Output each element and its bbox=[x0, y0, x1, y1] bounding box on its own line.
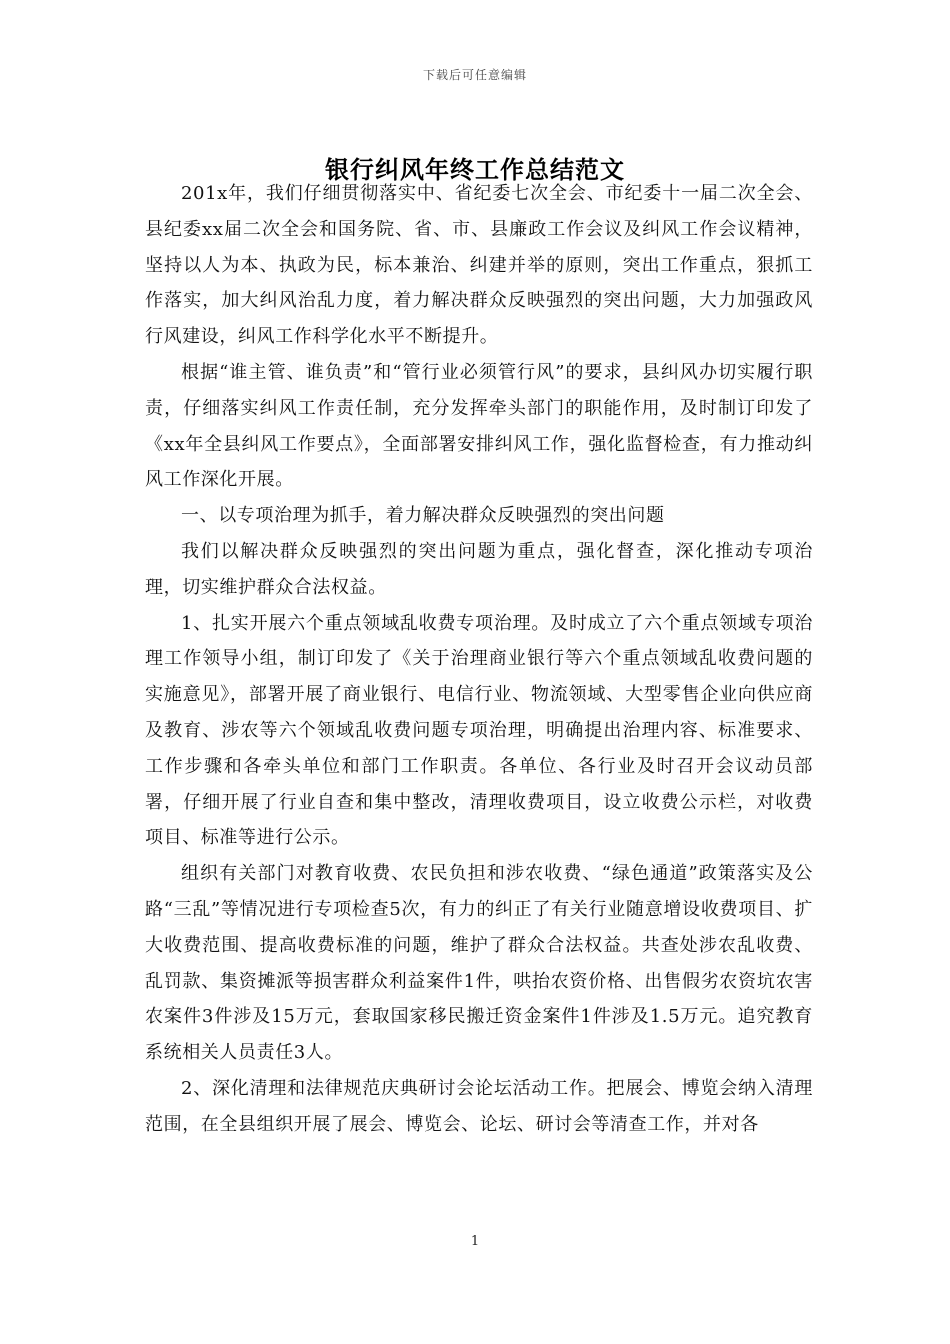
paragraph: 1、扎实开展六个重点领域乱收费专项治理。及时成立了六个重点领域专项治理工作领导小组，制订印发了《关于治理商业银行等六个重点领域乱收费问题的实施意见》，部署开展了商业银行、电信行业、物流领域、大型零售企业向供应商及教育、涉农等六个领域乱收费问题专项治理，明确提出治理内容、标准要求、工作步骤和各牵头单位和部门工作职责。各单位、各行业及时召开会议动员部署，仔细开展了行业自查和集中整改，清理收费项目，设立收费公示栏，对收费项目、标准等进行公示。 bbox=[145, 612, 813, 849]
paragraph: 组织有关部门对教育收费、农民负担和涉农收费、“绿色通道”政策落实及公路“三乱”等情况进行专项检查5次，有力的纠正了有关行业随意增设收费项目、扩大收费范围、提高收费标准的问题，维护了群众合法权益。共查处涉农乱收费、乱罚款、集资摊派等损害群众利益案件1件，哄抬农资价格、出售假劣农资坑农害农案件3件涉及15万元，套取国家移民搬迁资金案件1件涉及1.5万元。追究教育系统相关人员责任3人。 bbox=[145, 863, 813, 1064]
document-title: 银行纠风年终工作总结范文 bbox=[325, 155, 625, 184]
paragraph: 我们以解决群众反映强烈的突出问题为重点，强化督查，深化推动专项治理，切实维护群众合法权益。 bbox=[145, 540, 813, 598]
paragraph: 2、深化清理和法律规范庆典研讨会论坛活动工作。把展会、博览会纳入清理范围，在全县组织开展了展会、博览会、论坛、研讨会等清查工作，并对各 bbox=[145, 1077, 813, 1135]
paragraph: 201x年，我们仔细贯彻落实中、省纪委七次全会、市纪委十一届二次全会、县纪委xx届二次全会和国务院、省、市、县廉政工作会议及纠风工作会议精神，坚持以人为本、执政为民，标本兼治、纠建并举的原则，突出工作重点，狠抓工作落实，加大纠风治乱力度，着力解决群众反映强烈的突出问题，大力加强政风行风建设，纠风工作科学化水平不断提升。 bbox=[145, 183, 813, 348]
section-heading: 一、以专项治理为抓手，着力解决群众反映强烈的突出问题 bbox=[181, 505, 665, 527]
header-note: 下载后可任意编辑 bbox=[422, 68, 527, 82]
paragraph: 根据“谁主管、谁负责”和“管行业必须管行风”的要求，县纠风办切实履行职责，仔细落实纠风工作责任制，充分发挥牵头部门的职能作用，及时制订印发了《xx年全县纠风工作要点》，全面部署安排纠风工作，强化监督检查，有力推动纠风工作深化开展。 bbox=[145, 361, 813, 491]
page-number: 1 bbox=[470, 1234, 480, 1249]
document-body bbox=[145, 176, 813, 1143]
